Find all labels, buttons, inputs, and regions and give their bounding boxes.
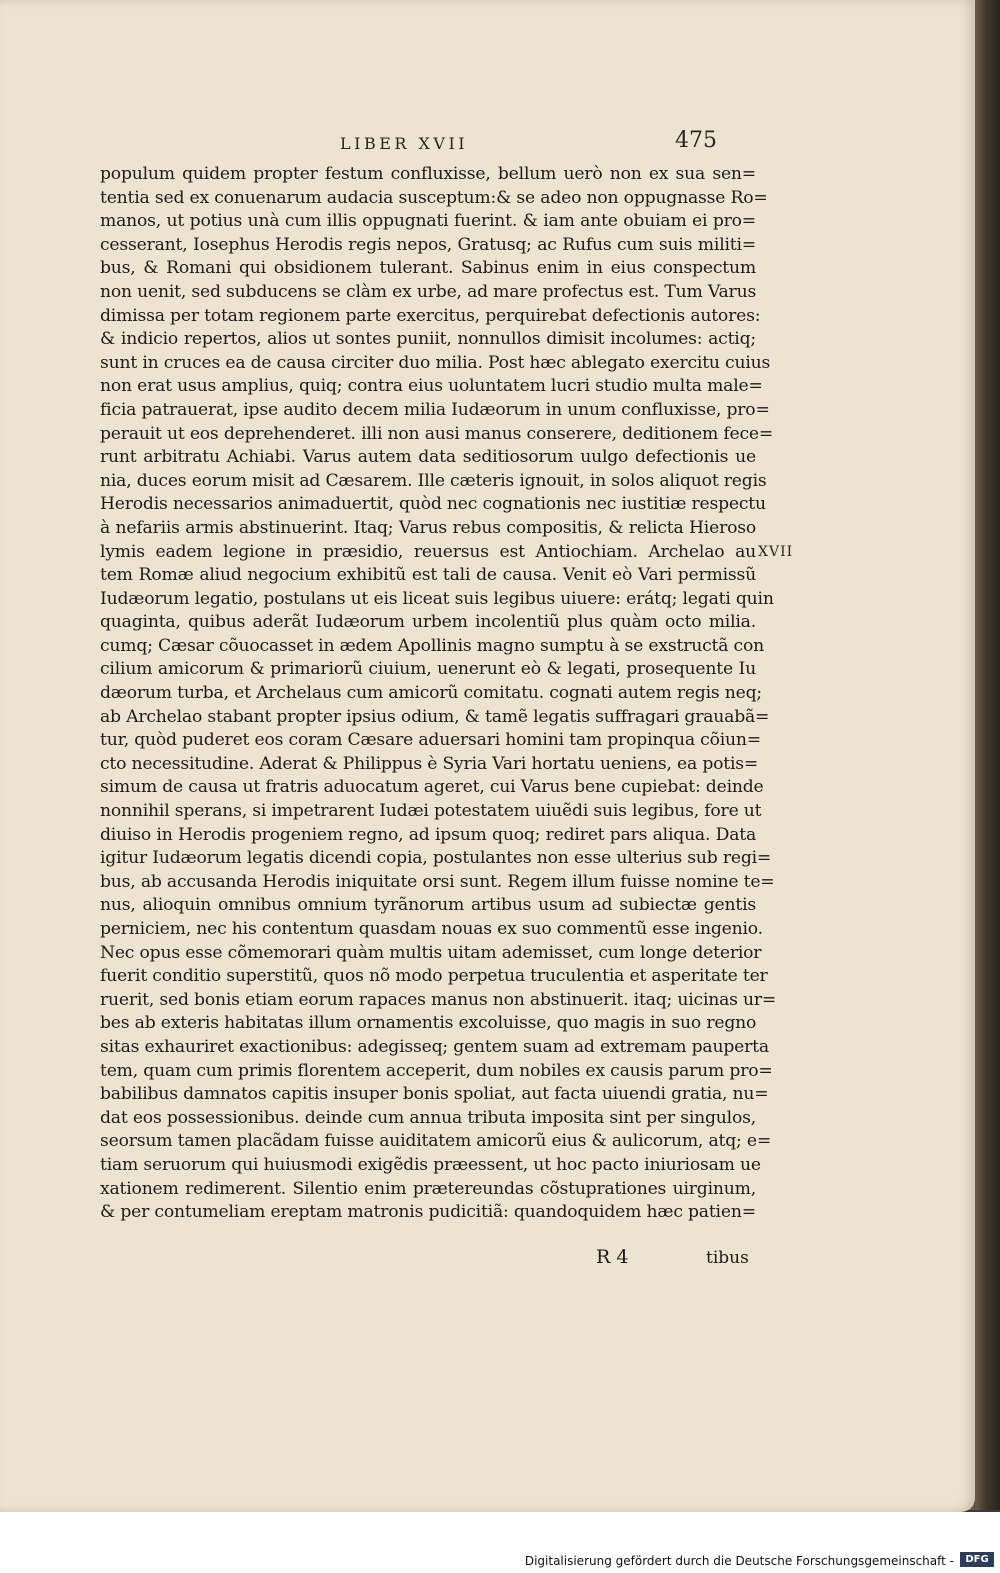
text-line: dimissa per totam regionem parte exercitus, perquirebat defectionis autores:	[100, 305, 761, 326]
catchword: tibus	[706, 1248, 749, 1268]
text-line: igitur Iudæorum legatis dicendi copia, postulantes non esse ulterius sub regi=	[100, 848, 772, 869]
text-line: cumq; Cæsar cõuocasset in ædem Apollinis magno sumptu à se exstructã con	[100, 635, 764, 656]
text-line: tiam seruorum qui huiusmodi exigẽdis præessent, ut hoc pacto iniuriosam ue	[100, 1154, 761, 1175]
footer-bar	[0, 1512, 1000, 1573]
text-line: cesserant, Iosephus Herodis regis nepos, Gratusq; ac Rufus cum suis militi=	[100, 234, 756, 255]
text-line: Iudæorum legatio, postulans ut eis liceat suis legibus uiuere: erátq; legati quin	[100, 588, 774, 609]
text-line: tentia sed ex conuenarum audacia susceptum:& se adeo non oppugnasse Ro=	[100, 187, 768, 208]
text-line: manos, ut potius unà cum illis oppugnati fuerint. & iam ante obuiam ei pro=	[100, 211, 756, 232]
text-line: bes ab exteris habitatas illum ornamentis excoluisse, quo magis in suo regno	[100, 1013, 757, 1034]
page-header	[100, 130, 760, 160]
text-line: babilibus damnatos capitis insuper bonis spoliat, aut facta uiuendi gratia, nu=	[100, 1084, 769, 1105]
text-line: tem Romæ aliud negocium exhibitũ est tali de causa. Venit eò Vari permissũ	[100, 565, 756, 586]
marginal-note: XVII	[758, 544, 794, 560]
text-line: sunt in cruces ea de causa circiter duo milia. Post hæc ablegato exercitu cuius	[100, 352, 771, 373]
text-line: ab Archelao stabant propter ipsius odium, & tamẽ legatis suffragari grauabã=	[100, 706, 770, 727]
text-line: simum de causa ut fratris aduocatum ageret, cui Varus bene cupiebat: deinde	[100, 777, 764, 798]
text-line: seorsum tamen placãdam fuisse auiditatem amicorũ eius & aulicorum, atq; e=	[100, 1131, 772, 1152]
text-line: tem, quam cum primis florentem acceperit, dum nobiles ex causis parum pro=	[100, 1060, 773, 1081]
text-line: perniciem, nec his contentum quasdam nouas ex suo commentũ esse ingenio.	[100, 919, 763, 939]
text-line: runt arbitratu Achiabi. Varus autem data seditiosorum uulgo defectionis ue	[100, 447, 756, 468]
text-line: non uenit, sed subducens se clàm ex urbe, ad mare profectus est. Tum Varus	[100, 281, 757, 302]
text-line: ruerit, sed bonis etiam eorum rapaces manus non abstinuerit. itaq; uicinas ur=	[100, 989, 777, 1010]
text-line: sitas exhauriret exactionibus: adegisseq; gentem suam ad extremam pauperta	[100, 1036, 769, 1057]
text-line: à nefariis armis abstinuerint. Itaq; Varus rebus compositis, & relicta Hieroso	[100, 517, 756, 538]
text-line: xationem redimerent. Silentio enim prætereundas cõstuprationes uirginum,	[100, 1178, 756, 1199]
dfg-logo: DFG	[960, 1552, 994, 1567]
text-line: lymis eadem legione in præsidio, reuersus est Antiochiam. Archelao au	[100, 541, 756, 562]
text-line: Nec opus esse cõmemorari quàm multis uitam ademisset, cum longe deterior	[100, 942, 762, 963]
text-line: non erat usus amplius, quiq; contra eius uoluntatem lucri studio multa male=	[100, 376, 763, 397]
text-line: dat eos possessionibus. deinde cum annua tributa imposita sint per singulos,	[100, 1107, 756, 1128]
text-line: & indicio repertos, alios ut sontes puniit, nonnullos dimisit incolumes: actiq;	[100, 329, 756, 350]
digitization-credit: Digitalisierung gefördert durch die Deutsche Forschungsgemeinschaft -	[524, 1554, 954, 1568]
text-line: dæorum turba, et Archelaus cum amicorũ comitatu. cognati autem regis neq;	[100, 683, 763, 704]
text-line: cto necessitudine. Aderat & Philippus è Syria Vari hortatu ueniens, ea potis=	[100, 753, 759, 774]
text-line: quaginta, quibus aderãt Iudæorum urbem incolentiũ plus quàm octo milia.	[100, 612, 756, 633]
text-line: Herodis necessarios animaduertit, quòd nec cognationis nec iustitiæ respectu	[100, 494, 766, 515]
text-line: bus, & Romani qui obsidionem tulerant. Sabinus enim in eius conspectum	[100, 258, 756, 279]
text-line: perauit ut eos deprehenderet. illi non ausi manus conserere, deditionem fece=	[100, 423, 774, 444]
text-line: tur, quòd puderet eos coram Cæsare aduersari homini tam propinqua cõiun=	[100, 730, 761, 751]
text-line: ficia patrauerat, ipse audito decem milia Iudæorum in unum confluxisse, pro=	[100, 399, 770, 420]
running-head: LIBER XVII	[340, 134, 469, 153]
text-line: bus, ab accusanda Herodis iniquitate orsi sunt. Regem illum fuisse nomine te=	[100, 871, 775, 892]
text-line: & per contumeliam ereptam matronis pudicitiã: quandoquidem hæc patien=	[100, 1202, 756, 1223]
text-line: populum quidem propter festum confluxisse, bellum uerò non ex sua sen=	[100, 164, 756, 184]
text-line: fuerit conditio superstitũ, quos nõ modo perpetua truculentia et asperitate ter	[100, 966, 768, 987]
signature-mark: R 4	[596, 1246, 629, 1268]
text-line: nia, duces eorum misit ad Cæsarem. Ille cæteris ignouit, in solos aliquot regis	[100, 470, 767, 491]
page-number: 475	[675, 128, 717, 153]
text-line: nonnihil sperans, si impetrarent Iudæi potestatem uiuẽdi suis legibus, fore ut	[100, 801, 762, 822]
text-line: nus, alioquin omnibus omnium tyrãnorum artibus usum ad subiectæ gentis	[100, 895, 756, 916]
text-line: diuiso in Herodis progeniem regno, ad ipsum quoq; rediret pars aliqua. Data	[100, 824, 756, 845]
text-line: cilium amicorum & primariorũ ciuium, uenerunt eò & legati, prosequente Iu	[100, 659, 756, 680]
